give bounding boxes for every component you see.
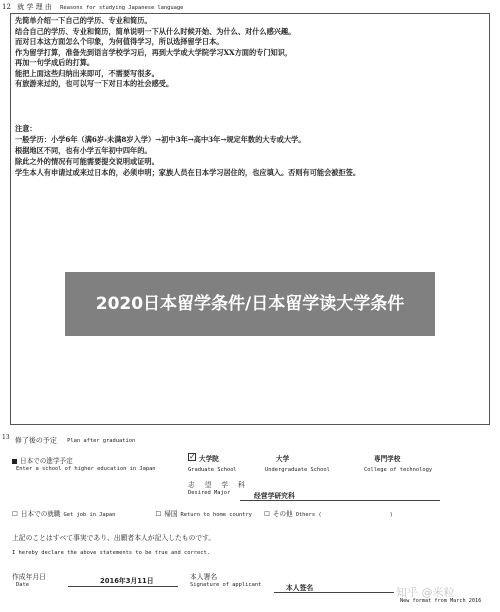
undergraduate-label-en: Undergraduate School [265,467,330,473]
filled-square-icon [12,459,17,464]
instruction-line: 作为留学打算，准备先到语言学校学习后，再到大学或大学院学习XX方面的专门知识， [15,47,293,57]
instruction-line: 而对日本这方面怎么个印象，为何值得学习，所以选择留学日本。 [15,37,224,46]
desired-major-label: 志 望 学 科 [188,481,249,489]
note-line: 注意： [15,124,37,133]
desired-major-label-en: Desired Major [188,490,231,496]
date-underline [68,586,178,587]
banner-text: 2020日本留学条件/日本留学读大学条件 [95,294,405,314]
instruction-line: 能把上面这些归纳出来即可，不需要写很多。 [15,68,159,78]
reasons-instructions [15,16,485,90]
date-value[interactable]: 2016年3月11日 [100,577,154,585]
higher-education-label: 日本での進学予定 [12,455,73,465]
watermark: 知乎 @米粒 [396,586,455,599]
higher-education-label-en: Enter a school of higher education in Japan [16,466,156,472]
other-plans-row: ☐ 日本での就職 Get job in Japan ☐ 帰国 Return to home country ☐ その他 Others ( ) [12,510,393,518]
declaration-jp: 上記のことはすべて事実であり、出願者本人が記入したものです。 [12,534,216,542]
instruction-line: 先简单介绍一下自己的学历、专业和简历。 [15,16,152,25]
desired-major-value[interactable]: 经营学研究科 [254,492,295,500]
declaration-en: I hereby declare the above statements to be true and correct. [12,550,210,556]
section-title: 就 学 理 由 [17,3,52,11]
graduate-school-label-en: Graduate School [188,467,237,473]
notes-block [15,123,485,178]
format-footnote: New format from March 2016 [400,598,482,604]
instruction-line: 结合自己的学历、专业和简历，简单说明一下从什么时候开始、为什么、对什么感兴趣。 [15,26,296,36]
section-number: 13 [2,434,10,441]
graduate-school-checkbox[interactable]: ✓ [189,452,196,461]
section-13-header [2,434,135,445]
section-12-header [2,2,183,12]
undergraduate-label[interactable]: 大学 [276,455,290,463]
instruction-line: 再加一句学成后的打算。 [15,58,95,67]
college-label[interactable]: 専門学校 [374,455,401,463]
date-label-en: Date [16,582,29,588]
signature-label: 本人署名 [190,573,218,581]
signature-underline [274,592,394,593]
employment-checkbox[interactable]: ☐ [12,510,18,518]
note-line: 根据地区不同，也有小学五年初中四年的。 [15,146,152,155]
desired-major-underline [240,500,440,501]
return-checkbox[interactable]: ☐ [155,510,162,518]
other-checkbox[interactable]: ☐ [263,510,270,518]
section-number: 12 [2,3,11,11]
instruction-line: 有旅游来过的，也可以写一下对日本的社会感受。 [15,79,174,88]
section-title-en: Reasons for studying Japanese language [60,5,184,11]
reasons-text-box[interactable] [10,13,490,425]
note-line: 除此之外的情况有可能需要提交说明或证明。 [15,157,159,166]
signature-label-en: Signature of applicant [190,582,262,588]
section-title-en: Plan after graduation [67,438,136,445]
signature-value[interactable]: 本人签名 [286,584,314,592]
note-line: 一般学历：小学6年（满6岁-未满8岁入学）→初中3年→高中3年→规定年数的大专或大学。 [15,135,306,144]
section-title: 修了後の予定 [14,436,57,445]
note-line: 学生本人有申请过或来过日本的，必须申明；家族人员在日本学习居住的，也应填入。否则有可能会被拒签。 [15,168,361,177]
graduate-school-label: 大学院 [199,455,219,463]
date-label: 作成年月日 [12,573,46,581]
title-banner [65,272,435,336]
college-label-en: College of technology [364,467,433,473]
